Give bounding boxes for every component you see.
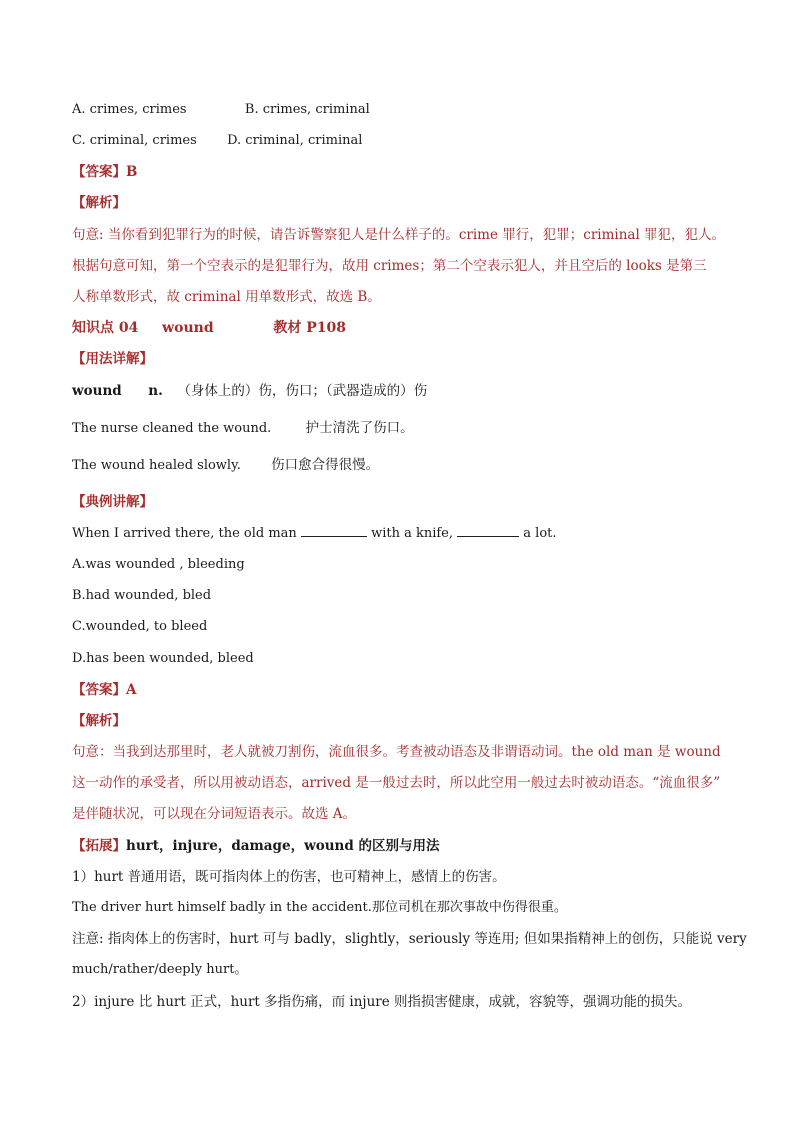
knowledge-point-number: 知识点 04 [72, 320, 139, 336]
extension-line-3: 注意: 指肉体上的伤害时，hurt 可与 badly，slightly，seriously 等连用; 但如果指精神上的创伤，只能说 very [72, 931, 747, 947]
extension-title: hurt，injure，damage，wound 的区别与用法 [126, 838, 440, 854]
usage-word: wound [72, 383, 122, 399]
option-b: B. crimes, criminal [244, 102, 370, 117]
example-label: 【典例讲解】 [72, 494, 153, 510]
example-question-part-1: When I arrived there, the old man [72, 526, 301, 541]
example-option-c: C.wounded, to bleed [72, 619, 208, 634]
analysis-label: 【解析】 [72, 195, 126, 211]
usage-example-2-cn: 伤口愈合得很慢。 [271, 457, 380, 473]
analysis-line-3: 人称单数形式，故 criminal 用单数形式，故选 B。 [72, 289, 381, 305]
extension-line-1: 1）hurt 普通用语，既可指肉体上的伤害，也可精神上，感情上的伤害。 [72, 869, 506, 885]
example-option-b: B.had wounded, bled [72, 588, 212, 603]
example-question [72, 524, 734, 544]
usage-example-1 [72, 418, 734, 439]
example-answer-label: 【答案】A [72, 682, 137, 698]
textbook-reference: 教材 P108 [273, 320, 347, 336]
example-analysis-line-1: 句意：当我到达那里时，老人就被刀割伤，流血很多。考查被动语态及非谓语动词。the old man 是 wound [72, 744, 721, 760]
usage-meaning: （身体上的）伤，伤口；（武器造成的）伤 [177, 383, 428, 399]
answer-label: 【答案】B [72, 164, 138, 180]
usage-pos: n. [148, 383, 163, 399]
analysis-sentence-meaning: 句意: 当你看到犯罪行为的时候，请告诉警察犯人是什么样子的。 [72, 227, 459, 243]
option-d: D. criminal, criminal [227, 133, 363, 148]
usage-definition [72, 381, 734, 401]
example-analysis-line-2: 这一动作的承受者，所以用被动语态，arrived 是一般过去时，所以此空用一般过去时被动语态。“流血很多” [72, 775, 721, 791]
analysis-line-1 [72, 225, 734, 245]
knowledge-point-heading [72, 318, 734, 338]
extension-heading [72, 836, 734, 856]
analysis-line-2: 根据句意可知，第一个空表示的是犯罪行为，故用 crimes；第二个空表示犯人，并且空后的 looks 是第三 [72, 258, 707, 274]
usage-example-2-en: The wound healed slowly. [72, 458, 241, 473]
knowledge-point-word: wound [162, 320, 214, 336]
option-a: A. crimes, crimes [72, 102, 187, 117]
extension-line-2: The driver hurt himself badly in the accident.那位司机在那次事故中伤得很重。 [72, 900, 567, 915]
example-analysis-line-3: 是伴随状况，可以现在分词短语表示。故选 A。 [72, 806, 357, 822]
usage-example-1-cn: 护士清洗了伤口。 [305, 420, 414, 436]
blank-2 [457, 524, 519, 537]
analysis-word-meanings: crime 罪行，犯罪；criminal 罪犯，犯人。 [458, 227, 726, 243]
example-question-part-2: with a knife, [366, 526, 458, 541]
example-option-d: D.has been wounded, bleed [72, 651, 254, 666]
extension-label: 【拓展】 [72, 838, 126, 854]
blank-1 [301, 524, 367, 537]
extension-line-4: much/rather/deeply hurt。 [72, 962, 248, 977]
usage-label: 【用法详解】 [72, 351, 153, 367]
example-question-part-3: a lot. [519, 526, 557, 541]
example-option-a: A.was wounded , bleeding [72, 557, 245, 572]
option-c: C. criminal, crimes [72, 133, 197, 148]
usage-example-2 [72, 455, 734, 476]
usage-example-1-en: The nurse cleaned the wound. [72, 421, 272, 436]
options-row-cd [72, 131, 734, 151]
options-row-ab [72, 100, 734, 120]
example-analysis-label: 【解析】 [72, 713, 126, 729]
extension-line-5: 2）injure 比 hurt 正式，hurt 多指伤痛，而 injure 则指损害健康，成就，容貌等，强调功能的损失。 [72, 994, 692, 1010]
